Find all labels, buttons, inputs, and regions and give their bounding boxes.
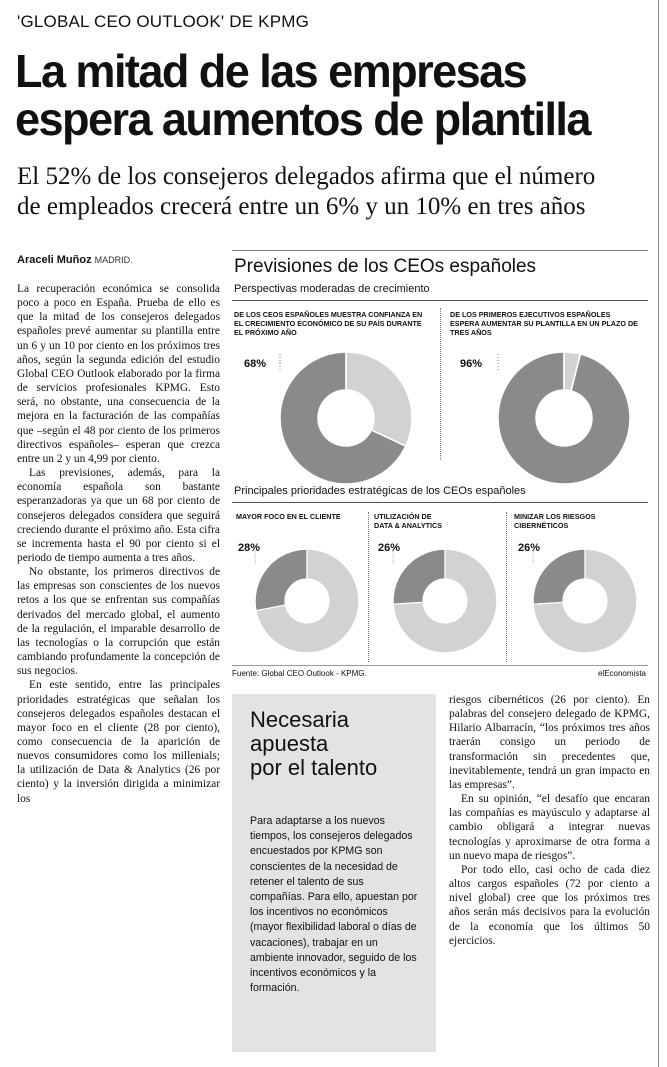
subheadline bbox=[17, 162, 657, 222]
body-column-3 bbox=[449, 693, 650, 948]
chart-customer-focus bbox=[236, 512, 366, 662]
subheadline-line-2: de empleados crecerá entre un 6% y un 10% en tres años bbox=[17, 193, 586, 220]
paragraph: No obstante, los primeros directivos de las empresas son conscientes de los nuevos retos a los que se enfrentan sus compañías derivados del mercado global, el aumento de la regulación, el imparable desarrollo de las tecnologías o la corrupción que están cambiando profundamente la concepción de sus negocios. bbox=[17, 566, 220, 678]
sidebar-box bbox=[232, 694, 436, 1052]
divider bbox=[232, 250, 648, 251]
credit: elEconomista bbox=[597, 669, 646, 678]
divider bbox=[232, 502, 648, 503]
donut-slice-value bbox=[533, 549, 585, 604]
sidebar-title-line: Necesaria bbox=[250, 707, 350, 732]
infographic-title: Previsiones de los CEOs españoles bbox=[234, 256, 537, 277]
sidebar-body: Para adaptarse a los nuevos tiempos, los consejeros delegados encuestados por KPMG son conscientes de la necesidad de retener el talento de sus compañías. Para ello, apuestan por los incentivos no económicos (mayor flexibilidad laboral o días de vacaciones), trabajar en un ambiente innovador, seguido de los incentivos económicos y la formación. bbox=[250, 815, 418, 995]
donut-chart bbox=[494, 348, 634, 488]
headline bbox=[15, 47, 642, 143]
section-title-growth: Perspectivas moderadas de crecimiento bbox=[234, 283, 430, 295]
sidebar-title-line: apuesta bbox=[250, 731, 329, 756]
donut-chart bbox=[390, 546, 500, 656]
paragraph: En este sentido, entre las principales prioridades estratégicas que señalan los consejeros delegados españoles destacan el mayor foco en el cliente (28 por ciento), como consecuencia de la aparición de nuevos consumidores como los millenials; la utilización de Data & Analytics (26 por ciento) y la inversión dirigida a minimizar los bbox=[17, 679, 220, 805]
divider bbox=[506, 512, 507, 662]
chart-percent-label: 96% bbox=[460, 358, 483, 370]
chart-data-analytics bbox=[374, 512, 504, 662]
body-column-1 bbox=[17, 282, 220, 806]
chart-staff-growth bbox=[450, 310, 646, 460]
headline-line-2: espera aumentos de plantilla bbox=[15, 93, 590, 145]
divider bbox=[232, 300, 648, 301]
page-right-border bbox=[658, 0, 659, 1067]
chart-percent-label: 26% bbox=[518, 542, 541, 554]
sidebar-title bbox=[250, 708, 377, 780]
subheadline-line-1: El 52% de los consejeros delegados afirma que el número bbox=[17, 163, 596, 190]
chart-label: DE LOS CEOS ESPAÑOLES MUESTRA CONFIANZA EN EL CRECIMIENTO ECONÓMICO DE SU PAÍS DURANTE EL PRÓXIMO AÑO bbox=[234, 310, 423, 337]
author: Araceli Muñoz bbox=[17, 254, 92, 266]
chart-label: UTILIZACIÓN DE DATA & ANALYTICS bbox=[374, 512, 443, 530]
paragraph: Las previsiones, además, para la economía española son bastante esperanzadoras ya que un 68 por ciento de consejeros delegados considera que seguirá creciendo durante el próximo año. Esta cifra se incrementa hasta el 90 por ciento si el periodo de tiempo aumenta a tres años. bbox=[17, 467, 220, 564]
divider bbox=[232, 665, 648, 666]
donut-chart bbox=[530, 546, 640, 656]
chart-ceo-confidence bbox=[234, 310, 434, 460]
chart-cyber-risks bbox=[514, 512, 646, 662]
chart-percent-label: 26% bbox=[378, 542, 401, 554]
dateline-city: MADRID. bbox=[94, 255, 133, 265]
paragraph: Por todo ello, casi ocho de cada diez altos cargos españoles (72 por ciento a nivel global) cree que los próximos tres años serán más decisivos para la evolución de la economía que los últimos 50 ejercicios. bbox=[449, 863, 650, 947]
chart-label: MINIZAR LOS RIESGOS CIBERNÉTICOS bbox=[514, 512, 596, 530]
sidebar-title-line: por el talento bbox=[250, 755, 378, 780]
paragraph: La recuperación económica se consolida poco a poco en España. Prueba de ello es que la mitad de los consejeros delegados españoles prevé aumentar su plantilla entre un 6 y un 10 por ciento en los próximos tres años, según la segunda edición del estudio Global CEO Outlook elaborado por la firma de servicios profesionales KPMG. Esto será, no obstante, una consecuencia de la mejora en la facturación de las compañías que –según el 48 por ciento de los primeros directivos españoles– esperan que crezca entre un 2 y un 4,99 por ciento. bbox=[17, 283, 220, 465]
source-note: Fuente: Global CEO Outlook - KPMG. bbox=[232, 669, 367, 678]
divider bbox=[440, 308, 441, 460]
headline-line-1: La mitad de las empresas bbox=[15, 45, 527, 97]
paragraph: riesgos cibernéticos (26 por ciento). En palabras del consejero delegado de KPMG, Hilario Albarracín, “los próximos tres años traerán consigo un periodo de transformación sin precedentes que, inevitablemente, tendrá un gran impacto en las empresas”. bbox=[449, 694, 650, 791]
donut-slice-rest bbox=[346, 352, 412, 446]
donut-slice-value bbox=[393, 549, 445, 604]
kicker: 'GLOBAL CEO OUTLOOK' DE KPMG bbox=[17, 12, 310, 31]
chart-percent-label: 28% bbox=[238, 542, 261, 554]
divider bbox=[368, 512, 369, 662]
donut-slice-value bbox=[255, 549, 307, 611]
chart-label: MAYOR FOCO EN EL CLIENTE bbox=[236, 512, 341, 521]
section-title-priorities: Principales prioridades estratégicas de los CEOs españoles bbox=[234, 485, 526, 497]
chart-percent-label: 68% bbox=[244, 358, 267, 370]
donut-chart bbox=[276, 348, 416, 488]
paragraph: En su opinión, “el desafío que encaran las compañías es mayúsculo y adaptarse al cambio obligará a integrar nuevas tecnologías y aproximarse de otra forma a un nuevo mapa de riesgos”. bbox=[449, 793, 650, 862]
chart-label: DE LOS PRIMEROS EJECUTIVOS ESPAÑOLES ESPERA AUMENTAR SU PLANTILLA EN UN PLAZO DE TRES AÑOS bbox=[450, 310, 638, 337]
infographic bbox=[232, 250, 648, 682]
donut-chart bbox=[252, 546, 362, 656]
byline bbox=[17, 254, 133, 266]
